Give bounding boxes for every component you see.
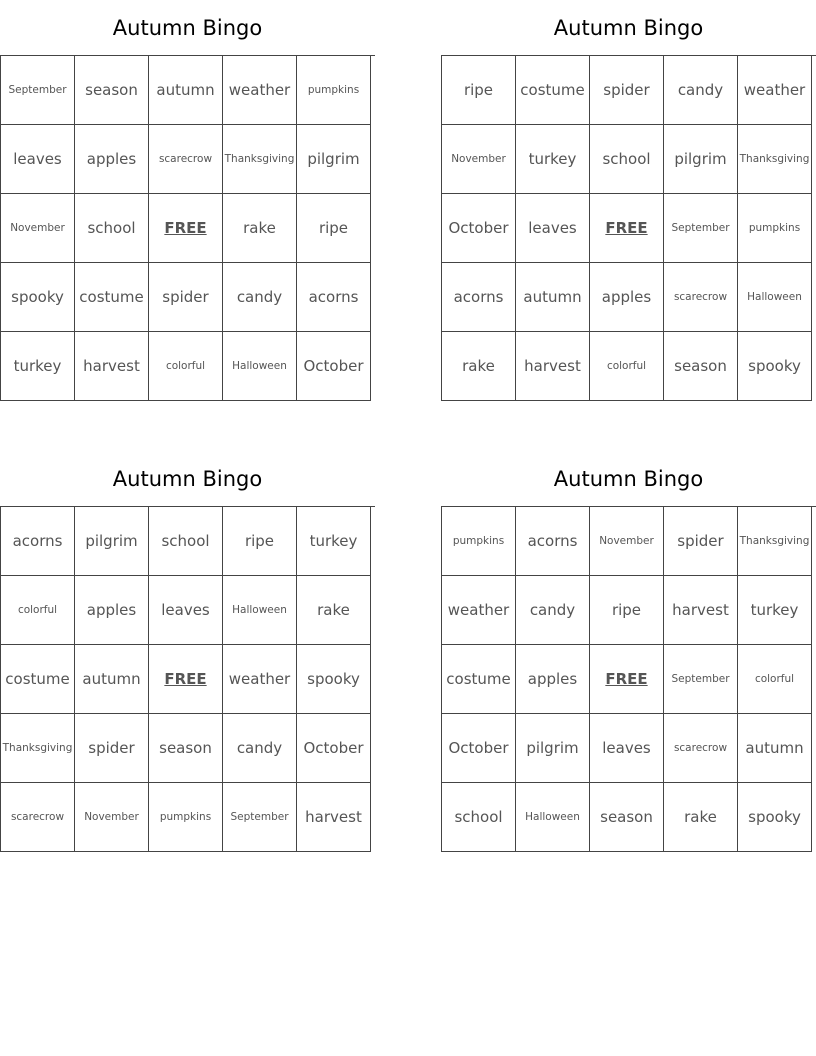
card-title: Autumn Bingo (112, 16, 263, 40)
bingo-cell: spooky (1, 263, 75, 332)
bingo-cell: pumpkins (297, 56, 371, 125)
bingo-cell: November (1, 194, 75, 263)
bingo-cell: Halloween (516, 783, 590, 852)
bingo-card-1 (0, 0, 375, 401)
bingo-cell: acorns (297, 263, 371, 332)
bingo-cell: acorns (442, 263, 516, 332)
bingo-cell: Halloween (223, 576, 297, 645)
bingo-cell: apples (75, 125, 149, 194)
bingo-cell: Halloween (738, 263, 812, 332)
bingo-cell: turkey (1, 332, 75, 401)
bingo-cell: spider (590, 56, 664, 125)
bingo-cell: Thanksgiving (738, 125, 812, 194)
bingo-cell: pilgrim (664, 125, 738, 194)
bingo-cell: autumn (516, 263, 590, 332)
bingo-cell: colorful (738, 645, 812, 714)
bingo-cell: costume (75, 263, 149, 332)
bingo-cell: harvest (75, 332, 149, 401)
card-title: Autumn Bingo (112, 467, 263, 491)
bingo-cell: school (590, 125, 664, 194)
bingo-cell: pilgrim (297, 125, 371, 194)
bingo-cell: spooky (738, 783, 812, 852)
bingo-cell: ripe (223, 507, 297, 576)
bingo-grid (441, 506, 816, 852)
bingo-cell: Thanksgiving (223, 125, 297, 194)
bingo-cell: spider (664, 507, 738, 576)
bingo-cell: Thanksgiving (738, 507, 812, 576)
bingo-cell: autumn (149, 56, 223, 125)
bingo-cell: costume (1, 645, 75, 714)
bingo-cell: scarecrow (664, 263, 738, 332)
card-title: Autumn Bingo (553, 467, 704, 491)
bingo-cell: autumn (738, 714, 812, 783)
bingo-cell: pumpkins (442, 507, 516, 576)
bingo-cell: acorns (516, 507, 590, 576)
bingo-cell: turkey (738, 576, 812, 645)
bingo-cell: leaves (590, 714, 664, 783)
bingo-cell: turkey (297, 507, 371, 576)
bingo-cell: colorful (1, 576, 75, 645)
bingo-grid (0, 506, 375, 852)
bingo-cell: harvest (664, 576, 738, 645)
bingo-cell: turkey (516, 125, 590, 194)
bingo-cell: school (149, 507, 223, 576)
bingo-cell: weather (442, 576, 516, 645)
bingo-cell: rake (442, 332, 516, 401)
free-space: FREE (149, 194, 223, 263)
bingo-cell: season (590, 783, 664, 852)
bingo-card-3 (0, 451, 375, 852)
bingo-cell: November (442, 125, 516, 194)
bingo-cell: weather (738, 56, 812, 125)
bingo-cell: October (442, 714, 516, 783)
bingo-cell: spooky (738, 332, 812, 401)
bingo-cell: October (297, 332, 371, 401)
bingo-cell: candy (223, 263, 297, 332)
bingo-cell: weather (223, 645, 297, 714)
bingo-cell: weather (223, 56, 297, 125)
bingo-cell: ripe (590, 576, 664, 645)
bingo-cell: harvest (297, 783, 371, 852)
bingo-cell: season (664, 332, 738, 401)
bingo-cell: rake (297, 576, 371, 645)
bingo-cell: spider (149, 263, 223, 332)
bingo-cell: autumn (75, 645, 149, 714)
bingo-cell: costume (442, 645, 516, 714)
bingo-cell: scarecrow (1, 783, 75, 852)
bingo-cell: pumpkins (149, 783, 223, 852)
free-space: FREE (149, 645, 223, 714)
bingo-cell: Halloween (223, 332, 297, 401)
bingo-cell: November (590, 507, 664, 576)
bingo-cell: leaves (149, 576, 223, 645)
bingo-cell: scarecrow (149, 125, 223, 194)
bingo-cell: pilgrim (75, 507, 149, 576)
bingo-cell: apples (590, 263, 664, 332)
bingo-card-2 (441, 0, 816, 401)
bingo-cell: October (442, 194, 516, 263)
bingo-cell: costume (516, 56, 590, 125)
bingo-cell: September (223, 783, 297, 852)
bingo-cell: season (149, 714, 223, 783)
bingo-cell: school (75, 194, 149, 263)
bingo-cell: apples (516, 645, 590, 714)
bingo-cell: candy (223, 714, 297, 783)
bingo-cell: harvest (516, 332, 590, 401)
bingo-cell: October (297, 714, 371, 783)
bingo-cell: spooky (297, 645, 371, 714)
bingo-cell: ripe (442, 56, 516, 125)
bingo-cell: colorful (590, 332, 664, 401)
bingo-grid (0, 55, 375, 401)
free-space: FREE (590, 194, 664, 263)
bingo-cell: September (1, 56, 75, 125)
bingo-cell: candy (664, 56, 738, 125)
bingo-cell: rake (223, 194, 297, 263)
card-title: Autumn Bingo (553, 16, 704, 40)
bingo-grid (441, 55, 816, 401)
bingo-cell: candy (516, 576, 590, 645)
bingo-cell: Thanksgiving (1, 714, 75, 783)
bingo-cell: September (664, 194, 738, 263)
bingo-cell: acorns (1, 507, 75, 576)
bingo-cell: scarecrow (664, 714, 738, 783)
bingo-cell: spider (75, 714, 149, 783)
bingo-cell: pilgrim (516, 714, 590, 783)
bingo-cell: November (75, 783, 149, 852)
bingo-cell: leaves (1, 125, 75, 194)
bingo-cell: season (75, 56, 149, 125)
bingo-cell: pumpkins (738, 194, 812, 263)
bingo-cell: September (664, 645, 738, 714)
bingo-cell: rake (664, 783, 738, 852)
bingo-card-4 (441, 451, 816, 852)
bingo-cell: apples (75, 576, 149, 645)
bingo-cell: leaves (516, 194, 590, 263)
bingo-cell: colorful (149, 332, 223, 401)
free-space: FREE (590, 645, 664, 714)
bingo-cell: ripe (297, 194, 371, 263)
bingo-cell: school (442, 783, 516, 852)
